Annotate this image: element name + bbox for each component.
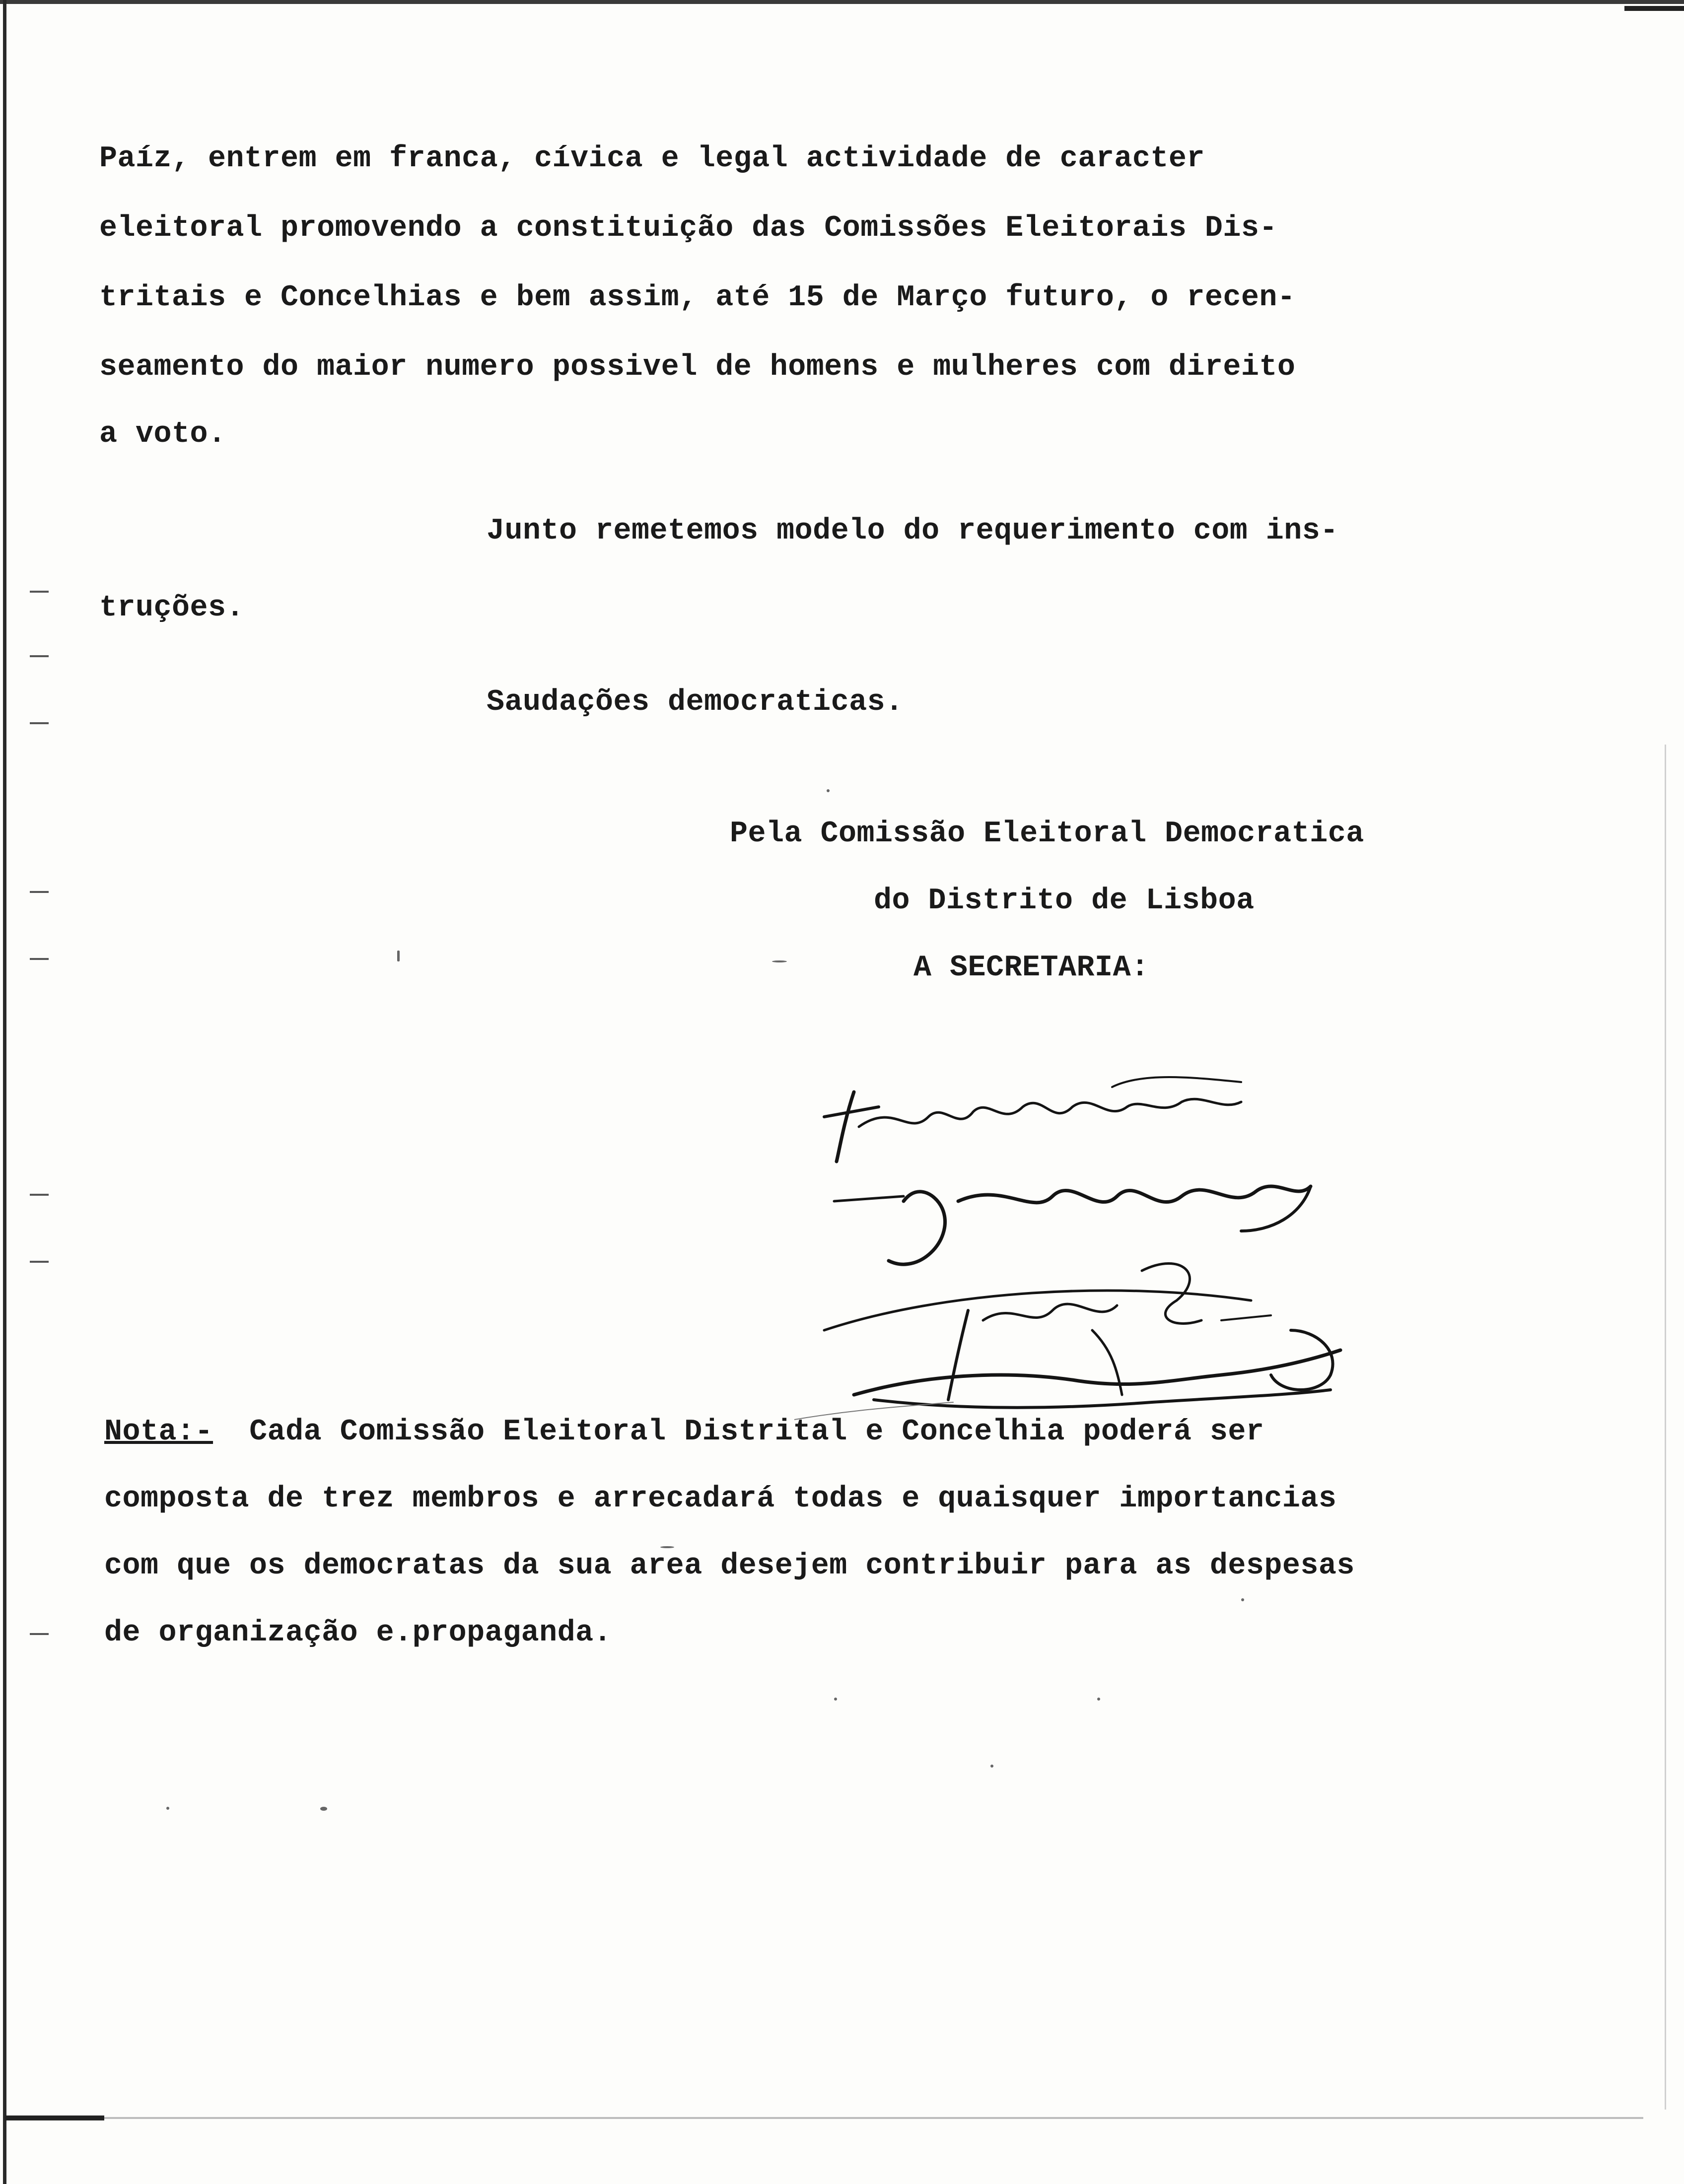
scan-border-left (3, 0, 6, 2184)
signature-block-line-1: Pela Comissão Eleitoral Democratica (730, 817, 1364, 851)
scan-border-bottom-left (5, 2116, 104, 2120)
nota-label: Nota:- (104, 1415, 213, 1449)
body-line-1: Paíz, entrem em franca, cívica e legal actividade de caracter (99, 142, 1205, 176)
margin-tick (30, 1633, 49, 1635)
margin-tick (30, 591, 49, 593)
body-line-4: seamento do maior numero possivel de homens e mulheres com direito (99, 350, 1296, 384)
margin-tick (30, 722, 49, 724)
body-line-2: eleitoral promovendo a constituição das Comissões Eleitorais Dis- (99, 211, 1277, 245)
body-line-3: tritais e Concelhias e bem assim, até 15 de Março futuro, o recen- (99, 281, 1296, 315)
nota-line-2: composta de trez membros e arrecadará todas e quaisquer importancias (104, 1482, 1337, 1516)
scan-speck (834, 1698, 837, 1701)
scan-speck (397, 951, 400, 961)
nota-first-line (104, 1417, 1264, 1447)
scan-speck (1097, 1698, 1100, 1701)
margin-tick (30, 1194, 49, 1196)
margin-tick (30, 1261, 49, 1263)
scan-speck (990, 1765, 993, 1768)
scan-border-top-right (1624, 6, 1684, 11)
nota-line-3: com que os democratas da sua area desejem contribuir para as despesas (104, 1549, 1355, 1583)
scan-speck (772, 960, 787, 962)
scan-speck (166, 1807, 169, 1810)
scan-speck (1241, 1598, 1244, 1601)
nota-line-4: de organização e.propaganda. (104, 1616, 612, 1650)
handwritten-signatures (794, 1052, 1539, 1430)
scan-border-top (0, 0, 1684, 4)
paragraph2-line-1: Junto remetemos modelo do requerimento com ins- (487, 514, 1338, 548)
signature-block-line-3: A SECRETARIA: (913, 951, 1149, 985)
margin-tick (30, 655, 49, 657)
scan-speck (660, 1546, 674, 1548)
margin-tick (30, 958, 49, 960)
scan-border-bottom (5, 2117, 1643, 2119)
paragraph2-line-2: truções. (99, 591, 245, 625)
scan-speck (320, 1807, 327, 1811)
signature-block-line-2: do Distrito de Lisboa (874, 884, 1255, 918)
margin-tick (30, 891, 49, 893)
scan-speck (827, 789, 830, 792)
nota-first-line-text: Cada Comissão Eleitoral Distrital e Concelhia poderá ser (249, 1415, 1264, 1449)
body-line-5: a voto. (99, 417, 226, 451)
scan-border-right (1665, 745, 1666, 2110)
greeting: Saudações democraticas. (487, 685, 904, 719)
